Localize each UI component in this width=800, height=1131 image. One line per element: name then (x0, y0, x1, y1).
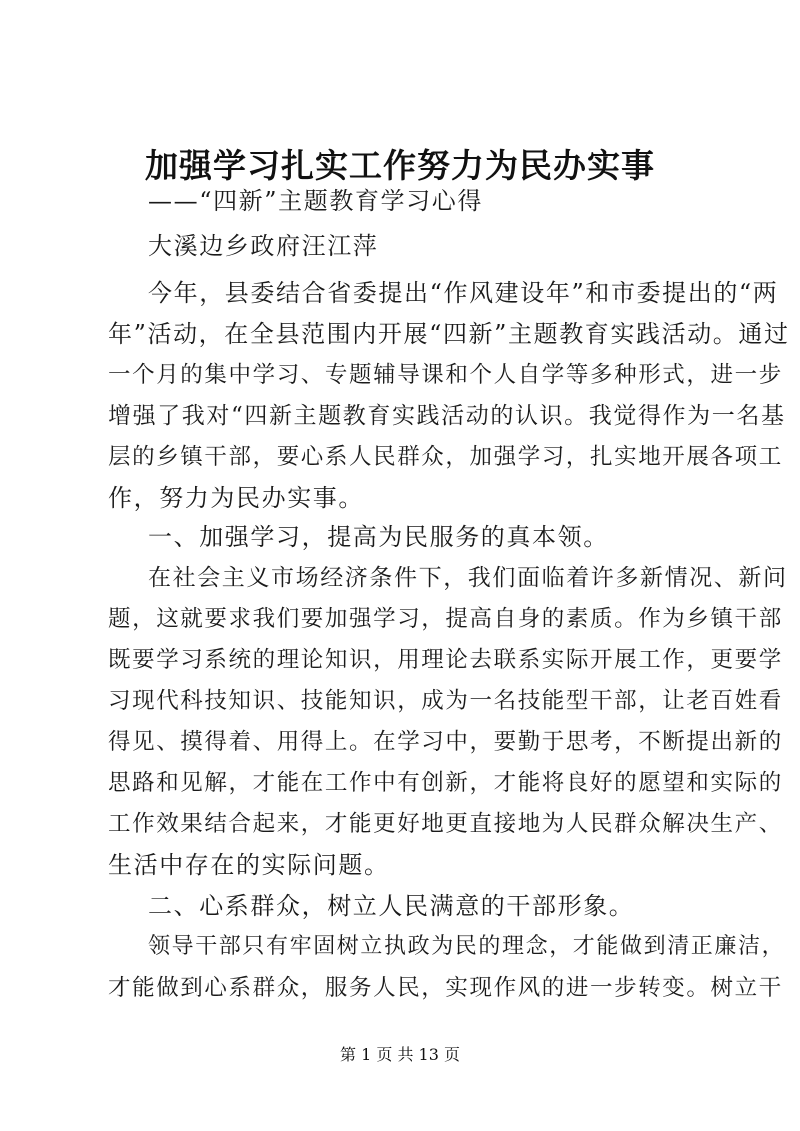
paragraph-1-line-4: 增强了我对“四新主题教育实践活动的认识。我觉得作为一名基 (108, 403, 786, 429)
section-heading-2: 二、心系群众，树立人民满意的干部形象。 (148, 892, 635, 920)
paragraph-1-line-1: 今年，县委结合省委提出“作风建设年”和市委提出的“两 (148, 279, 779, 307)
paragraph-2-line-3: 既要学习系统的理论知识，用理论去联系实际开展工作，更要学 (108, 647, 783, 673)
paragraph-2-line-2: 题，这就要求我们要加强学习，提高自身的素质。作为乡镇干部 (108, 606, 783, 632)
paragraph-2-line-6: 思路和见解，才能在工作中有创新，才能将良好的愿望和实际的 (108, 770, 783, 796)
paragraph-2-line-8: 生活中存在的实际问题。 (108, 851, 390, 879)
page-number: 第 1 页 共 13 页 (340, 1045, 460, 1064)
paragraph-2-line-5: 得见、摸得着、用得上。在学习中，要勤于思考，不断提出新的 (108, 729, 783, 755)
paragraph-2-line-7: 工作效果结合起来，才能更好地更直接地为人民群众解决生产、 (108, 811, 783, 837)
paragraph-2-line-4: 习现代科技知识、技能知识，成为一名技能型干部，让老百姓看 (108, 688, 783, 714)
paragraph-1-line-3: 一个月的集中学习、专题辅导课和个人自学等多种形式，进一步 (108, 362, 783, 388)
paragraph-1-line-6: 作，努力为民办实事。 (108, 484, 364, 512)
section-heading-1: 一、加强学习，提高为民服务的真本领。 (148, 523, 609, 551)
document-author: 大溪边乡政府汪江萍 (148, 232, 379, 260)
paragraph-3-line-1: 领导干部只有牢固树立执政为民的理念，才能做到清正廉洁， (148, 934, 786, 959)
document-title: 加强学习扎实工作努力为民办实事 (145, 146, 655, 185)
paragraph-2-line-1: 在社会主义市场经济条件下，我们面临着许多新情况、新问 (148, 565, 788, 591)
paragraph-1-line-2: 年”活动，在全县范围内开展“四新”主题教育实践活动。通过 (108, 320, 790, 348)
paragraph-3-line-2: 才能做到心系群众，服务人民，实现作风的进一步转变。树立干 (108, 975, 783, 1001)
document-subtitle: ——“四新”主题教育学习心得 (148, 187, 483, 215)
paragraph-1-line-5: 层的乡镇干部，要心系人民群众，加强学习，扎实地开展各项工 (108, 444, 783, 470)
